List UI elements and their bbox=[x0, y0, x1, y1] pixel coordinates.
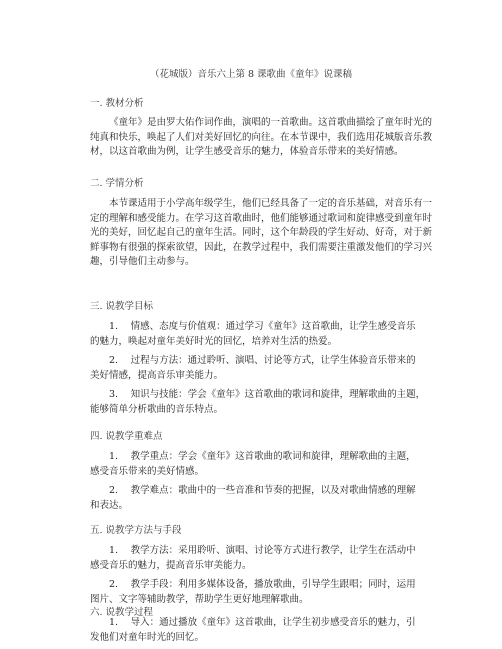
item-line: 发他们对童年时光的回忆。 bbox=[90, 631, 205, 643]
item-line: 能够简单分析歌曲的音乐特点。 bbox=[90, 403, 224, 415]
section-heading-1: 一. 教材分析 bbox=[90, 98, 144, 109]
section-5-item-1 bbox=[90, 544, 420, 573]
paragraph-line: 趣，引导他们主动参与。 bbox=[90, 256, 195, 267]
item-line: 图片、文字等辅助教学，帮助学生更好地理解歌曲。 bbox=[90, 593, 309, 605]
item-line: 和表达。 bbox=[90, 499, 129, 511]
paragraph-line: 定的理解和感受能力。在学习这首歌曲时，他们能够通过歌词和旋律感受到童年时 bbox=[90, 212, 433, 224]
document-title: （花城版）音乐六上第 8 课歌曲《童年》说课稿 bbox=[149, 69, 353, 80]
section-2-paragraph bbox=[90, 197, 433, 270]
paragraph-line: 纯真和快乐，唤起了人们对美好回忆的向往。在本节课中，我们选用花城版音乐教 bbox=[90, 131, 433, 143]
item-line: 3. 知识与技能：学会《童年》这首歌曲的歌词和旋律，理解歌曲的主题， bbox=[109, 389, 426, 400]
item-line: 美好情感，提高音乐审美能力。 bbox=[90, 369, 224, 381]
section-3-item-2 bbox=[90, 354, 420, 383]
section-3-item-1 bbox=[90, 320, 420, 349]
item-line: 1. 导入：通过播放《童年》这首歌曲，让学生初步感受音乐的魅力，引 bbox=[109, 617, 416, 628]
paragraph-line: 本节课适用于小学高年级学生，他们已经具备了一定的音乐基础，对音乐有一 bbox=[109, 198, 433, 209]
item-line: 1. 情感、态度与价值观：通过学习《童年》这首歌曲，让学生感受音乐 bbox=[109, 321, 416, 332]
item-line: 感受音乐的魅力，提高音乐审美能力。 bbox=[90, 559, 252, 571]
section-heading-5: 五. 说教学方法与手段 bbox=[90, 525, 182, 536]
section-3-item-3 bbox=[90, 388, 426, 417]
item-line: 1. 教学重点：学会《童年》这首歌曲的歌词和旋律，理解歌曲的主题， bbox=[109, 451, 416, 462]
item-line: 2. 教学手段：利用多媒体设备，播放歌曲，引导学生跟唱；同时，运用 bbox=[109, 579, 416, 590]
item-line: 的魅力，唤起对童年美好时光的回忆，培养对生活的热爱。 bbox=[90, 335, 338, 347]
section-heading-3: 三. 说教学目标 bbox=[90, 301, 154, 312]
paragraph-line: 鲜事物有很强的探索欲望，因此，在教学过程中，我们需要注重激发他们的学习兴 bbox=[90, 241, 433, 253]
section-4-item-2 bbox=[90, 484, 420, 513]
item-line: 2. 教学难点：歌曲中的一些音准和节奏的把握，以及对歌曲情感的理解 bbox=[109, 485, 416, 496]
paragraph-line: 光的美好，回忆起自己的童年生活。同时，这个年龄段的学生好动、好奇，对于新 bbox=[90, 227, 433, 238]
section-heading-6: 六. 说教学过程 bbox=[90, 607, 154, 618]
section-5-item-2 bbox=[90, 578, 420, 607]
section-heading-4: 四. 说教学重难点 bbox=[90, 431, 163, 442]
item-line: 2. 过程与方法：通过聆听、演唱、讨论等方式，让学生体验音乐带来的 bbox=[109, 355, 416, 366]
paragraph-line: 材，以这首歌曲为例，让学生感受音乐的魅力，体验音乐带来的美好情感。 bbox=[90, 146, 404, 157]
paragraph-line: 《童年》是由罗大佑作词作曲，演唱的一首歌曲。这首歌曲描绘了童年时光的 bbox=[109, 117, 433, 128]
item-line: 感受音乐带来的美好情感。 bbox=[90, 465, 205, 477]
item-line: 1. 教学方法：采用聆听、演唱、讨论等方式进行教学，让学生在活动中 bbox=[109, 545, 416, 556]
section-heading-2: 二. 学情分析 bbox=[90, 178, 144, 189]
section-6-item-1 bbox=[90, 616, 420, 645]
section-1-paragraph bbox=[90, 116, 433, 160]
section-4-item-1 bbox=[90, 450, 420, 479]
